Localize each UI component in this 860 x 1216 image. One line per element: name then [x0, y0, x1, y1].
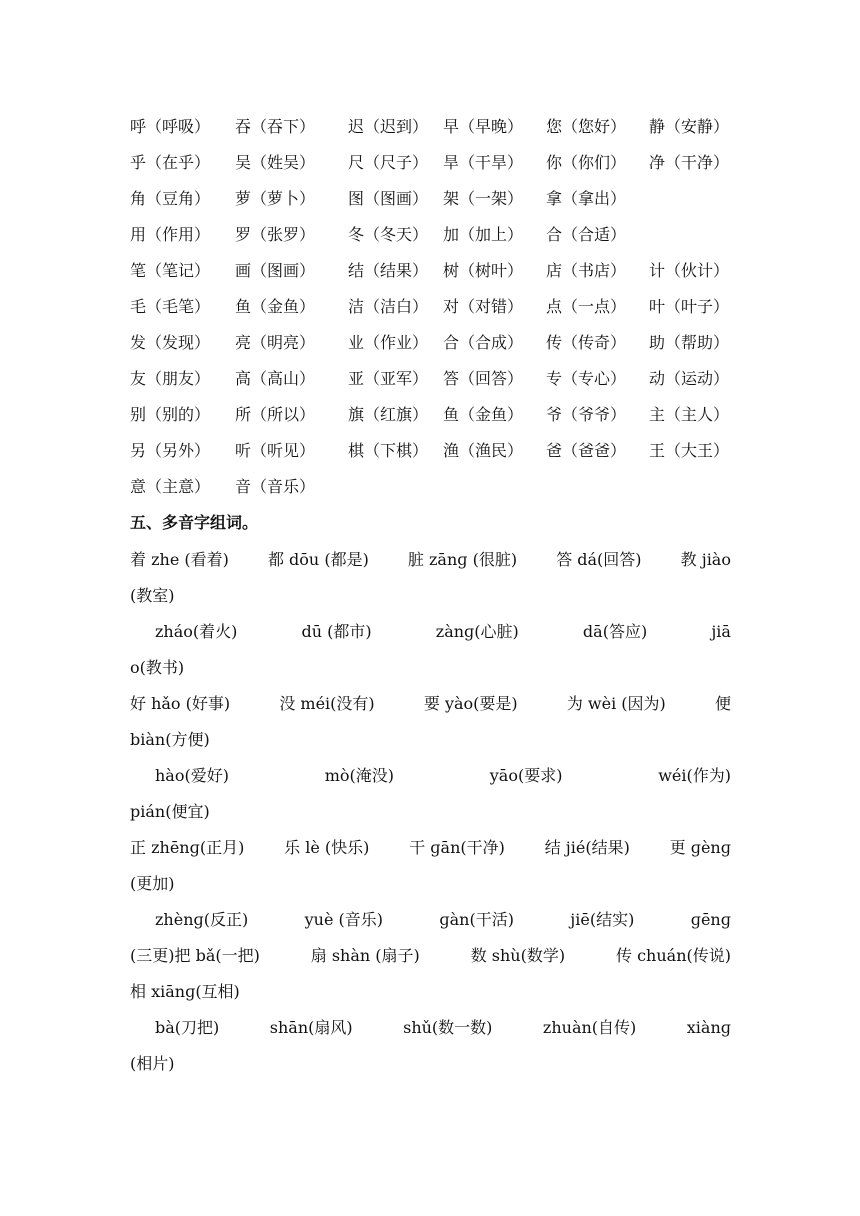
duoyin-line	[130, 794, 731, 830]
word-entry: 毛（毛笔）	[130, 297, 211, 316]
duoyin-entry: ɡēnɡ	[690, 910, 731, 929]
duoyin-entry: 扇 shàn (扇子)	[310, 946, 420, 965]
duoyin-entry: jiē(结实)	[570, 910, 635, 929]
word-entry: 早（早晚）	[443, 117, 524, 136]
word-entry: 点（一点）	[546, 297, 627, 316]
word-entry: 亮（明亮）	[235, 333, 316, 352]
duoyin-entry: dū (都市)	[301, 622, 372, 641]
duoyin-entry: zhuàn(自传)	[542, 1018, 637, 1037]
word-entry: 画（图画）	[235, 261, 316, 280]
duoyin-entry: shān(扇风)	[269, 1018, 353, 1037]
duoyin-entry: 传 chuán(传说)	[616, 946, 731, 965]
word-entry: 答（回答）	[443, 369, 524, 388]
duoyin-entry: hào(爱好)	[155, 766, 229, 785]
word-entry: 专（专心）	[546, 369, 627, 388]
word-entry: 净（干净）	[649, 153, 730, 172]
word-entry: 叶（叶子）	[649, 297, 730, 316]
section-heading: 五、多音字组词。	[130, 513, 259, 532]
word-entry: 洁（洁白）	[348, 297, 429, 316]
duoyin-entry: zànɡ(心脏)	[435, 622, 519, 641]
word-entry: 角（豆角）	[130, 189, 211, 208]
duoyin-entry: 教 jiào	[680, 550, 731, 569]
word-entry: 旗（红旗）	[348, 405, 429, 424]
duoyin-entry: pián(便宜)	[130, 802, 210, 821]
word-entry: 静（安静）	[649, 117, 730, 136]
word-entry: 拿（拿出）	[546, 189, 627, 208]
duoyin-entry: yuè (音乐)	[304, 910, 383, 929]
word-entry: 迟（迟到）	[348, 117, 429, 136]
word-entry: 听（听见）	[235, 441, 316, 460]
word-entry: 传（传奇）	[546, 333, 627, 352]
word-entry: 亚（亚军）	[348, 369, 429, 388]
duoyin-entry: 脏 zānɡ (很脏)	[407, 550, 518, 569]
duoyin-entry: o(教书)	[130, 658, 185, 677]
word-entry: 发（发现）	[130, 333, 211, 352]
word-entry: 助（帮助）	[649, 333, 730, 352]
duoyin-line	[130, 614, 731, 650]
duoyin-entry: jiā	[711, 622, 731, 641]
duoyin-line	[130, 866, 731, 902]
duoyin-line	[130, 650, 731, 686]
word-entry: 你（你们）	[546, 153, 627, 172]
duoyin-entry: yāo(要求)	[489, 766, 563, 785]
duoyin-line	[130, 938, 731, 974]
duoyin-line	[130, 974, 731, 1010]
duoyin-entry: 着 zhe (看着)	[130, 550, 229, 569]
word-entry: 吴（姓吴）	[235, 153, 316, 172]
word-entry: 加（加上）	[443, 225, 524, 244]
word-entry: 友（朋友）	[130, 369, 211, 388]
word-entry: 旱（干旱）	[443, 153, 524, 172]
duoyin-entry: 要 yào(要是)	[423, 694, 518, 713]
duoyin-line	[130, 722, 731, 758]
duoyin-entry: (相片)	[130, 1054, 175, 1073]
word-entry: 鱼（金鱼）	[235, 297, 316, 316]
duoyin-entry: 相 xiānɡ(互相)	[130, 982, 240, 1001]
word-entry: 爷（爷爷）	[546, 405, 627, 424]
word-entry: 合（合成）	[443, 333, 524, 352]
word-entry: 王（大王）	[649, 441, 730, 460]
duoyin-entry: xiànɡ	[686, 1018, 731, 1037]
word-entry: 动（运动）	[649, 369, 730, 388]
word-entry: 高（高山）	[235, 369, 316, 388]
duoyin-entry: 为 wèi (因为)	[566, 694, 666, 713]
duoyin-entry: zhènɡ(反正)	[155, 910, 249, 929]
duoyin-entry: 便	[714, 694, 731, 713]
word-entry: 对（对错）	[443, 297, 524, 316]
duoyin-entry: (更加)	[130, 874, 175, 893]
word-entry: 树（树叶）	[443, 261, 524, 280]
word-entry: 所（所以）	[235, 405, 316, 424]
duoyin-line	[130, 686, 731, 722]
word-entry: 呼（呼吸）	[130, 117, 211, 136]
duoyin-entry: 乐 lè (快乐)	[284, 838, 370, 857]
word-entry: 渔（渔民）	[443, 441, 524, 460]
duoyin-line	[130, 1010, 731, 1046]
word-entry: 尺（尺子）	[348, 153, 429, 172]
word-entry: 店（书店）	[546, 261, 627, 280]
word-entry: 冬（冬天）	[348, 225, 429, 244]
duoyin-line	[130, 758, 731, 794]
duoyin-entry: 数 shù(数学)	[470, 946, 566, 965]
word-entry: 别（别的）	[130, 405, 211, 424]
duoyin-entry: (教室)	[130, 586, 175, 605]
word-entry: 用（作用）	[130, 225, 211, 244]
duoyin-entry: mò(淹没)	[324, 766, 395, 785]
duoyin-entry: ɡàn(干活)	[439, 910, 514, 929]
duoyin-entry: 好 hǎo (好事)	[130, 694, 231, 713]
duoyin-entry: wéi(作为)	[658, 766, 731, 785]
duoyin-entry: biàn(方便)	[130, 730, 210, 749]
duoyin-line	[130, 542, 731, 578]
word-entry: 棋（下棋）	[348, 441, 429, 460]
duoyin-line	[130, 830, 731, 866]
duoyin-line	[130, 902, 731, 938]
duoyin-entry: 没 méi(没有)	[279, 694, 375, 713]
word-entry: 合（合适）	[546, 225, 627, 244]
word-entry: 图（图画）	[348, 189, 429, 208]
word-entry: 结（结果）	[348, 261, 429, 280]
duoyin-entry: dā(答应)	[582, 622, 648, 641]
word-entry: 意（主意）	[130, 477, 211, 496]
duoyin-entry: shǔ(数一数)	[403, 1018, 493, 1037]
word-entry: 罗（张罗）	[235, 225, 316, 244]
word-entry: 笔（笔记）	[130, 261, 211, 280]
duoyin-entry: (三更)把 bǎ(一把)	[130, 946, 260, 965]
duoyin-entry: bà(刀把)	[155, 1018, 220, 1037]
word-entry: 架（一架）	[443, 189, 524, 208]
duoyin-entry: 结 jié(结果)	[544, 838, 630, 857]
duoyin-line	[130, 1046, 731, 1082]
word-entry: 计（伙计）	[649, 261, 730, 280]
word-entry: 您（您好）	[546, 117, 627, 136]
word-entry: 鱼（金鱼）	[443, 405, 524, 424]
duoyin-entry: 正 zhēnɡ(正月)	[130, 838, 245, 857]
duoyin-entry: 答 dá(回答)	[556, 550, 642, 569]
duoyin-entry: 都 dōu (都是)	[267, 550, 369, 569]
word-entry: 音（音乐）	[235, 477, 316, 496]
word-entry: 爸（爸爸）	[546, 441, 627, 460]
word-entry: 另（另外）	[130, 441, 211, 460]
word-entry: 吞（吞下）	[235, 117, 316, 136]
duoyin-entry: zháo(着火)	[155, 622, 238, 641]
duoyin-entry: 干 ɡān(干净)	[409, 838, 505, 857]
word-entry: 主（主人）	[649, 405, 730, 424]
word-entry: 业（作业）	[348, 333, 429, 352]
duoyin-entry: 更 ɡènɡ	[669, 838, 731, 857]
duoyin-line	[130, 578, 731, 614]
word-entry: 萝（萝卜）	[235, 189, 316, 208]
word-entry: 乎（在乎）	[130, 153, 211, 172]
